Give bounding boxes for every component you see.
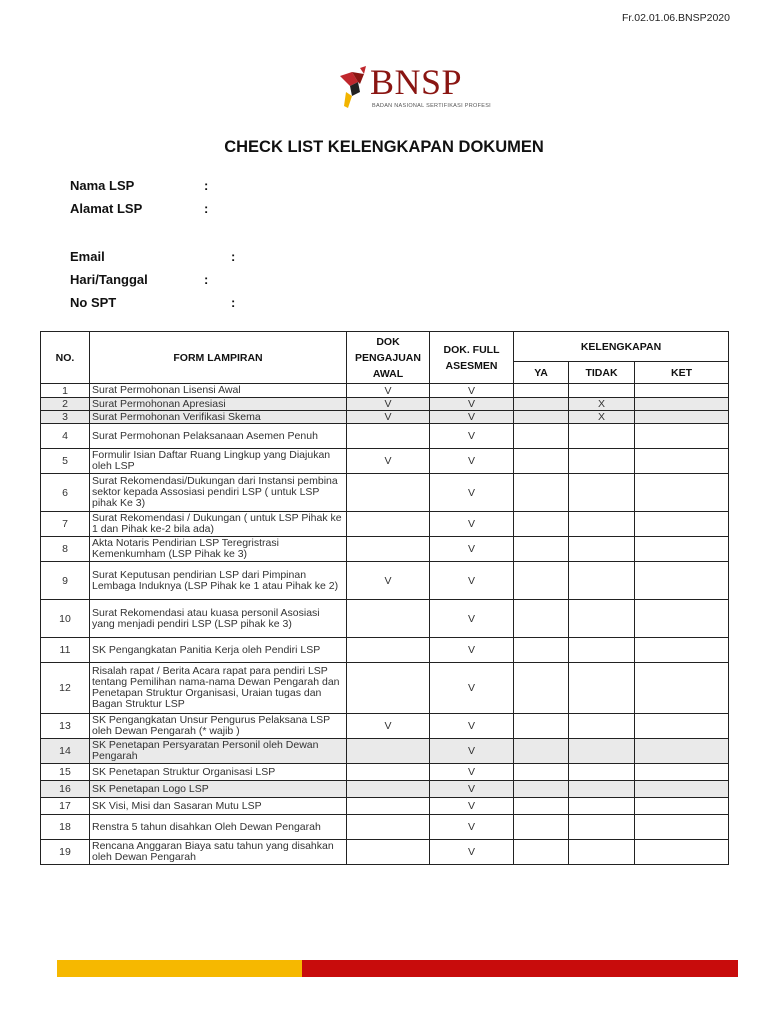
row-number: 13 <box>41 714 90 739</box>
header-dok-pengajuan-awal: DOK PENGAJUAN AWAL <box>347 332 430 384</box>
row-ket <box>635 474 729 512</box>
row-number: 16 <box>41 781 90 798</box>
row-ya-mark <box>514 663 569 714</box>
row-ket <box>635 562 729 600</box>
row-dok-awal-mark: V <box>347 714 430 739</box>
row-ket <box>635 764 729 781</box>
header-ket: KET <box>635 362 729 384</box>
row-ket <box>635 663 729 714</box>
field-label-email: Email <box>70 249 105 264</box>
row-ket <box>635 384 729 398</box>
row-ket <box>635 512 729 537</box>
row-dok-full-mark: V <box>430 815 514 840</box>
row-number: 5 <box>41 449 90 474</box>
field-colon: : <box>204 178 209 193</box>
row-dok-full-mark: V <box>430 424 514 449</box>
field-colon: : <box>231 295 236 310</box>
row-number: 14 <box>41 739 90 764</box>
header-tidak: TIDAK <box>569 362 635 384</box>
row-ket <box>635 638 729 663</box>
row-tidak-mark <box>569 815 635 840</box>
row-ket <box>635 798 729 815</box>
row-dok-awal-mark <box>347 638 430 663</box>
row-form-lampiran: Rencana Anggaran Biaya satu tahun yang disahkan oleh Dewan Pengarah <box>90 840 347 865</box>
row-form-lampiran: Surat Permohonan Apresiasi <box>90 398 347 411</box>
field-label-nama-lsp: Nama LSP <box>70 178 135 193</box>
field-colon: : <box>204 201 209 216</box>
row-ket <box>635 781 729 798</box>
row-dok-awal-mark <box>347 537 430 562</box>
table-row <box>41 663 729 714</box>
row-tidak-mark <box>569 424 635 449</box>
row-ya-mark <box>514 512 569 537</box>
table-row <box>41 512 729 537</box>
row-dok-full-mark: V <box>430 663 514 714</box>
row-tidak-mark <box>569 512 635 537</box>
row-ket <box>635 840 729 865</box>
row-tidak-mark <box>569 781 635 798</box>
table-row <box>41 537 729 562</box>
row-ya-mark <box>514 840 569 865</box>
row-dok-awal-mark: V <box>347 384 430 398</box>
table-row <box>41 739 729 764</box>
row-ket <box>635 600 729 638</box>
row-tidak-mark: X <box>569 398 635 411</box>
field-label-hari-tanggal: Hari/Tanggal <box>70 272 148 287</box>
header-dok-full-asesmen: DOK. FULL ASESMEN <box>430 332 514 384</box>
row-form-lampiran: Surat Permohonan Pelaksanaan Asemen Penuh <box>90 424 347 449</box>
row-tidak-mark <box>569 562 635 600</box>
row-tidak-mark: X <box>569 411 635 424</box>
row-dok-full-mark: V <box>430 474 514 512</box>
header-ya: YA <box>514 362 569 384</box>
row-ya-mark <box>514 781 569 798</box>
row-number: 11 <box>41 638 90 663</box>
checklist-table <box>40 331 729 865</box>
row-dok-full-mark: V <box>430 739 514 764</box>
row-dok-full-mark: V <box>430 714 514 739</box>
row-tidak-mark <box>569 714 635 739</box>
table-row <box>41 815 729 840</box>
row-form-lampiran: SK Visi, Misi dan Sasaran Mutu LSP <box>90 798 347 815</box>
row-number: 18 <box>41 815 90 840</box>
row-ket <box>635 739 729 764</box>
row-dok-full-mark: V <box>430 798 514 815</box>
row-form-lampiran: SK Penetapan Persyaratan Personil oleh Dewan Pengarah <box>90 739 347 764</box>
page-title: CHECK LIST KELENGKAPAN DOKUMEN <box>224 138 544 156</box>
row-tidak-mark <box>569 600 635 638</box>
row-ya-mark <box>514 562 569 600</box>
row-number: 12 <box>41 663 90 714</box>
row-ya-mark <box>514 764 569 781</box>
row-number: 6 <box>41 474 90 512</box>
row-ya-mark <box>514 411 569 424</box>
logo-wordmark: BNSP <box>370 62 463 102</box>
table-row <box>41 398 729 411</box>
row-dok-awal-mark: V <box>347 398 430 411</box>
row-ya-mark <box>514 537 569 562</box>
table-row <box>41 562 729 600</box>
row-ket <box>635 398 729 411</box>
table-row <box>41 384 729 398</box>
footer-bar-red <box>302 960 738 977</box>
header-form-lampiran: FORM LAMPIRAN <box>90 332 347 384</box>
row-ket <box>635 449 729 474</box>
row-tidak-mark <box>569 663 635 714</box>
header-no: NO. <box>41 332 90 384</box>
row-number: 17 <box>41 798 90 815</box>
row-ket <box>635 537 729 562</box>
row-form-lampiran: Surat Rekomendasi / Dukungan ( untuk LSP Pihak ke 1 dan Pihak ke-2 bila ada) <box>90 512 347 537</box>
row-dok-awal-mark <box>347 600 430 638</box>
row-dok-full-mark: V <box>430 411 514 424</box>
row-dok-awal-mark <box>347 474 430 512</box>
row-tidak-mark <box>569 449 635 474</box>
row-dok-full-mark: V <box>430 398 514 411</box>
row-dok-awal-mark <box>347 739 430 764</box>
row-ya-mark <box>514 384 569 398</box>
table-row <box>41 714 729 739</box>
row-form-lampiran: SK Penetapan Logo LSP <box>90 781 347 798</box>
row-dok-full-mark: V <box>430 512 514 537</box>
row-dok-awal-mark <box>347 781 430 798</box>
row-form-lampiran: Surat Keputusan pendirian LSP dari Pimpinan Lembaga Induknya (LSP Pihak ke 1 atau Pihak ke 2) <box>90 562 347 600</box>
row-dok-awal-mark <box>347 798 430 815</box>
row-ya-mark <box>514 714 569 739</box>
row-dok-awal-mark <box>347 512 430 537</box>
row-ket <box>635 411 729 424</box>
row-tidak-mark <box>569 739 635 764</box>
field-colon: : <box>204 272 209 287</box>
row-form-lampiran: Surat Rekomendasi atau kuasa personil Asosiasi yang menjadi pendiri LSP (LSP pihak ke 3) <box>90 600 347 638</box>
row-tidak-mark <box>569 474 635 512</box>
logo-subtitle: BADAN NASIONAL SERTIFIKASI PROFESI <box>372 103 492 109</box>
table-row <box>41 798 729 815</box>
table-row <box>41 424 729 449</box>
row-dok-full-mark: V <box>430 781 514 798</box>
document-reference: Fr.02.01.06.BNSP2020 <box>622 12 730 24</box>
row-dok-full-mark: V <box>430 384 514 398</box>
row-dok-full-mark: V <box>430 562 514 600</box>
row-ya-mark <box>514 398 569 411</box>
row-dok-full-mark: V <box>430 638 514 663</box>
row-tidak-mark <box>569 537 635 562</box>
row-form-lampiran: Renstra 5 tahun disahkan Oleh Dewan Pengarah <box>90 815 347 840</box>
row-dok-full-mark: V <box>430 600 514 638</box>
footer-bar-yellow <box>57 960 302 977</box>
row-number: 1 <box>41 384 90 398</box>
row-dok-awal-mark <box>347 840 430 865</box>
row-tidak-mark <box>569 840 635 865</box>
table-row <box>41 840 729 865</box>
row-ket <box>635 815 729 840</box>
row-number: 10 <box>41 600 90 638</box>
row-dok-awal-mark <box>347 815 430 840</box>
row-ya-mark <box>514 449 569 474</box>
row-form-lampiran: Risalah rapat / Berita Acara rapat para pendiri LSP tentang Pemilihan nama-nama Dewan Pengarah dan Penetapan Struktur Organisasi, Uraian tugas dan Bagan Struktur LSP <box>90 663 347 714</box>
row-dok-awal-mark: V <box>347 449 430 474</box>
row-ket <box>635 714 729 739</box>
row-number: 8 <box>41 537 90 562</box>
table-row <box>41 781 729 798</box>
row-number: 15 <box>41 764 90 781</box>
row-number: 7 <box>41 512 90 537</box>
row-dok-full-mark: V <box>430 764 514 781</box>
row-form-lampiran: Akta Notaris Pendirian LSP Teregristrasi Kemenkumham (LSP Pihak ke 3) <box>90 537 347 562</box>
row-dok-full-mark: V <box>430 537 514 562</box>
row-tidak-mark <box>569 764 635 781</box>
bnsp-logo <box>336 62 492 118</box>
row-number: 19 <box>41 840 90 865</box>
row-dok-full-mark: V <box>430 840 514 865</box>
row-form-lampiran: Formulir Isian Daftar Ruang Lingkup yang Diajukan oleh LSP <box>90 449 347 474</box>
field-label-alamat-lsp: Alamat LSP <box>70 201 143 216</box>
row-number: 2 <box>41 398 90 411</box>
row-number: 4 <box>41 424 90 449</box>
row-form-lampiran: SK Pengangkatan Unsur Pengurus Pelaksana LSP oleh Dewan Pengarah (* wajib ) <box>90 714 347 739</box>
row-dok-awal-mark: V <box>347 562 430 600</box>
table-row <box>41 764 729 781</box>
row-ket <box>635 424 729 449</box>
table-row <box>41 638 729 663</box>
header-kelengkapan: KELENGKAPAN <box>514 332 729 362</box>
row-ya-mark <box>514 474 569 512</box>
row-form-lampiran: Surat Permohonan Verifikasi Skema <box>90 411 347 424</box>
row-dok-awal-mark <box>347 663 430 714</box>
table-row <box>41 449 729 474</box>
table-row <box>41 600 729 638</box>
table-row <box>41 474 729 512</box>
row-dok-awal-mark <box>347 764 430 781</box>
row-dok-full-mark: V <box>430 449 514 474</box>
row-form-lampiran: SK Pengangkatan Panitia Kerja oleh Pendiri LSP <box>90 638 347 663</box>
row-ya-mark <box>514 798 569 815</box>
row-ya-mark <box>514 424 569 449</box>
row-ya-mark <box>514 815 569 840</box>
row-ya-mark <box>514 638 569 663</box>
table-row <box>41 411 729 424</box>
row-number: 3 <box>41 411 90 424</box>
row-form-lampiran: Surat Rekomendasi/Dukungan dari Instansi pembina sektor kepada Assosiasi pendiri LSP ( untuk LSP pihak Ke 3) <box>90 474 347 512</box>
row-form-lampiran: SK Penetapan Struktur Organisasi LSP <box>90 764 347 781</box>
row-ya-mark <box>514 739 569 764</box>
field-label-no-spt: No SPT <box>70 295 117 310</box>
row-tidak-mark <box>569 384 635 398</box>
row-dok-awal-mark <box>347 424 430 449</box>
bnsp-emblem-icon <box>336 62 370 112</box>
row-ya-mark <box>514 600 569 638</box>
row-number: 9 <box>41 562 90 600</box>
row-tidak-mark <box>569 638 635 663</box>
field-colon: : <box>231 249 236 264</box>
row-dok-awal-mark: V <box>347 411 430 424</box>
row-form-lampiran: Surat Permohonan Lisensi Awal <box>90 384 347 398</box>
row-tidak-mark <box>569 798 635 815</box>
